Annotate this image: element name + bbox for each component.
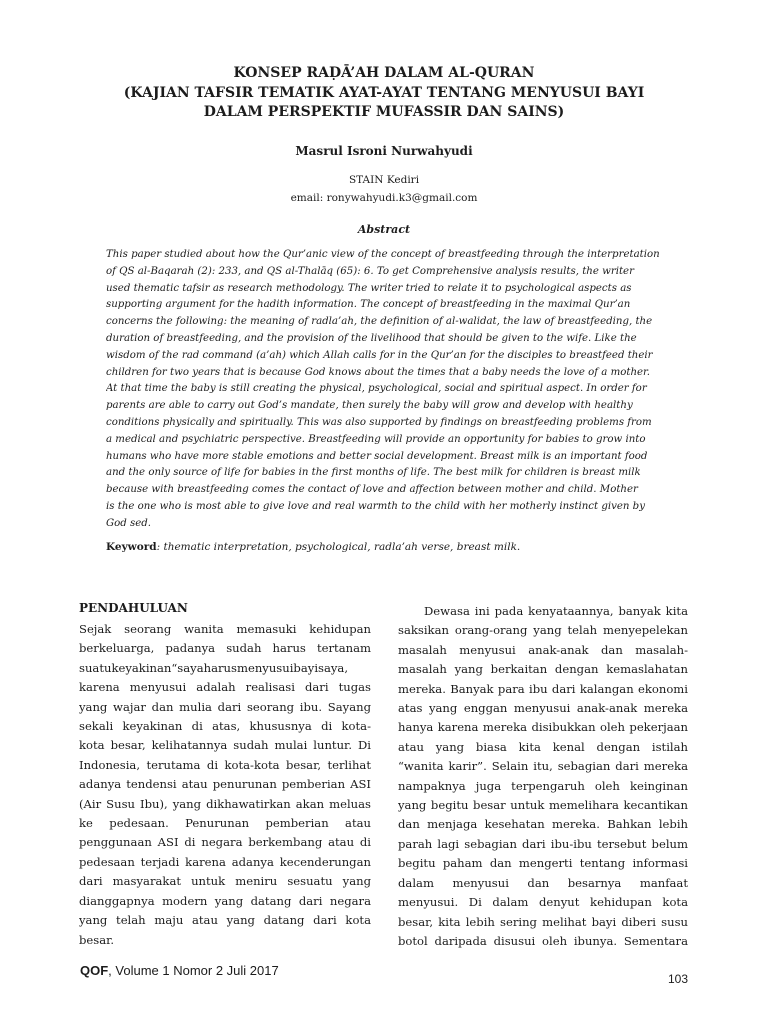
abstract-line: concerns the following: the meaning of radla’ah, the definition of al-walidat, the law of breastfeeding, the — [106, 316, 653, 328]
body-line: “wanita karir”. Selain itu, sebagian dari mereka — [398, 759, 688, 774]
body-line: yang telah maju atau yang datang dari kota — [79, 913, 371, 928]
left-column — [79, 601, 371, 950]
body-line: dan menjaga kesehatan mereka. Bahkan lebih — [398, 817, 688, 832]
body-line: hanya karena mereka disibukkan oleh pekerjaan — [398, 720, 688, 735]
body-line: Sejak seorang wanita memasuki kehidupan — [79, 622, 371, 636]
title-line: (KAJIAN TAFSIR TEMATIK AYAT-AYAT TENTANG MENYUSUI BAYI — [123, 84, 645, 101]
page-number: 103 — [667, 972, 688, 986]
body-line: ke pedesaan. Penurunan pemberian atau — [79, 816, 371, 831]
journal-name: QOF — [80, 963, 109, 978]
author-email: email: ronywahyudi.k3@gmail.com — [290, 192, 478, 204]
abstract-line: This paper studied about how the Qur’anic view of the concept of breastfeeding through the interpretation — [106, 249, 660, 260]
body-line: penggunaan ASI di negara berkembang atau di — [79, 835, 371, 850]
body-line: masalah yang berkaitan dengan kemaslahatan — [398, 662, 688, 677]
body-line: yang wajar dan mulia dari seorang ibu. Sayang — [79, 699, 371, 714]
abstract-line: God sed. — [106, 517, 152, 529]
keyword-colon: : — [156, 541, 161, 553]
journal-issue: , Volume 1 Nomor 2 Juli 2017 — [108, 963, 279, 978]
abstract-line: and the only source of life for babies in the first months of life. The best milk for children is breast milk — [106, 467, 641, 479]
body-line: karena menyusui adalah realisasi dari tugas — [79, 680, 371, 695]
author-affiliation — [0, 171, 768, 207]
body-line: saksikan orang-orang yang telah menyepelekan — [398, 623, 688, 638]
body-line: pedesaan terjadi karena adanya kecenderungan — [79, 854, 371, 869]
body-line: atas yang enggan menyusui anak-anak mereka — [398, 701, 688, 716]
abstract-line: At that time the baby is still creating the physical, psychological, social and spiritual aspect. In order for — [106, 383, 647, 395]
body-line: dari masyarakat untuk meniru sesuatu yang — [79, 874, 371, 889]
abstract-line: children for two years that is because God knows about the times that a baby needs the love of a mother. — [106, 366, 651, 378]
journal-footer — [80, 963, 279, 978]
body-line: (Air Susu Ibu), yang dikhawatirkan akan meluas — [79, 796, 371, 811]
body-line: sekali keyakinan di atas, khususnya di kota- — [79, 719, 371, 734]
author-name: Masrul Isroni Nurwahyudi — [295, 144, 473, 158]
body-line: adanya tendensi atau penurunan pemberian ASI — [79, 777, 371, 792]
abstract-line: duration of breastfeeding, and the provision of the livelihood that should be given to the wife. Like the — [106, 332, 637, 344]
title-line: KONSEP RAḌĀ’AH DALAM AL-QURAN — [233, 65, 535, 81]
abstract-line: is the one who is most able to give love and real warmth to the child with her motherly instinct given by — [106, 500, 645, 512]
body-line: menyusui. Di dalam denyut kehidupan kota — [398, 895, 688, 910]
body-line: masalah menyusui anak-anak dan masalah- — [398, 642, 688, 657]
body-line: dalam menyusui dan besarnya manfaat — [398, 875, 688, 890]
body-line: besar. — [79, 932, 115, 947]
abstract-line: wisdom of the rad command (a’ah) which Allah calls for in the Qur’an for the disciples to breastfeed their — [106, 349, 653, 361]
keywords — [106, 541, 676, 553]
title-line: DALAM PERSPEKTIF MUFASSIR DAN SAINS) — [203, 104, 565, 120]
body-line: botol daripada disusui oleh ibunya. Sementara — [398, 933, 688, 948]
right-column-text — [398, 602, 688, 951]
abstract-body — [106, 247, 676, 533]
abstract-line: of QS al-Baqarah (2): 233, and QS al-Thalāq (65): 6. To get Comprehensive analysis results, the writer — [106, 265, 634, 277]
abstract-line: humans who have more stable emotions and better social development. Breast milk is an important food — [106, 450, 648, 462]
body-line: suatukeyakinan“sayaharusmenyusuibayisaya, — [79, 660, 349, 675]
body-line: nampaknya juga terpengaruh oleh keinginan — [398, 778, 688, 793]
body-line: berkeluarga, padanya sudah harus tertanam — [79, 641, 371, 656]
body-line: atau yang biasa kita kenal dengan istilah — [398, 739, 688, 754]
abstract-heading: Abstract — [357, 223, 411, 236]
abstract-line: conditions physically and spiritually. This was also supported by findings on breastfeeding problems from — [106, 416, 652, 428]
abstract-line: because with breastfeeding comes the contact of love and affection between mother and child. Mother — [106, 484, 638, 496]
body-line: yang begitu besar untuk memelihara kecantikan — [398, 798, 688, 813]
paper-title — [60, 64, 708, 123]
institution: STAIN Kediri — [348, 174, 420, 186]
left-column-text — [79, 620, 371, 950]
keyword-list: thematic interpretation, psychological, radla’ah verse, breast milk. — [160, 541, 521, 553]
body-line: begitu paham dan mengerti tentang informasi — [398, 856, 688, 871]
body-line: besar, kita lebih sering melihat bayi diberi susu — [398, 914, 688, 929]
body-line: dianggapnya modern yang datang dari negara — [79, 893, 371, 908]
abstract-line: used thematic tafsir as research methodology. The writer tried to relate it to psychological aspects as — [106, 282, 632, 294]
body-line: parah lagi sebagian dari ibu-ibu tersebut belum — [398, 836, 688, 851]
body-line: Dewasa ini pada kenyataannya, banyak kita — [424, 604, 688, 618]
abstract-line: a medical and psychiatric perspective. Breastfeeding will provide an opportunity for babies to grow into — [106, 433, 646, 445]
abstract-line: parents are able to carry out God’s mandate, then surely the baby will grow and develop with healthy — [106, 400, 633, 412]
body-line: Indonesia, terutama di kota-kota besar, terlihat — [79, 757, 371, 772]
body-line: mereka. Banyak para ibu dari kalangan ekonomi — [398, 681, 688, 696]
keyword-label: Keyword — [106, 541, 157, 553]
body-line: kota besar, kelihatannya sudah mulai luntur. Di — [79, 738, 371, 753]
section-heading: PENDAHULUAN — [79, 601, 188, 615]
abstract-line: supporting argument for the hadith information. The concept of breastfeeding in the maximal Qur’an — [106, 299, 631, 311]
